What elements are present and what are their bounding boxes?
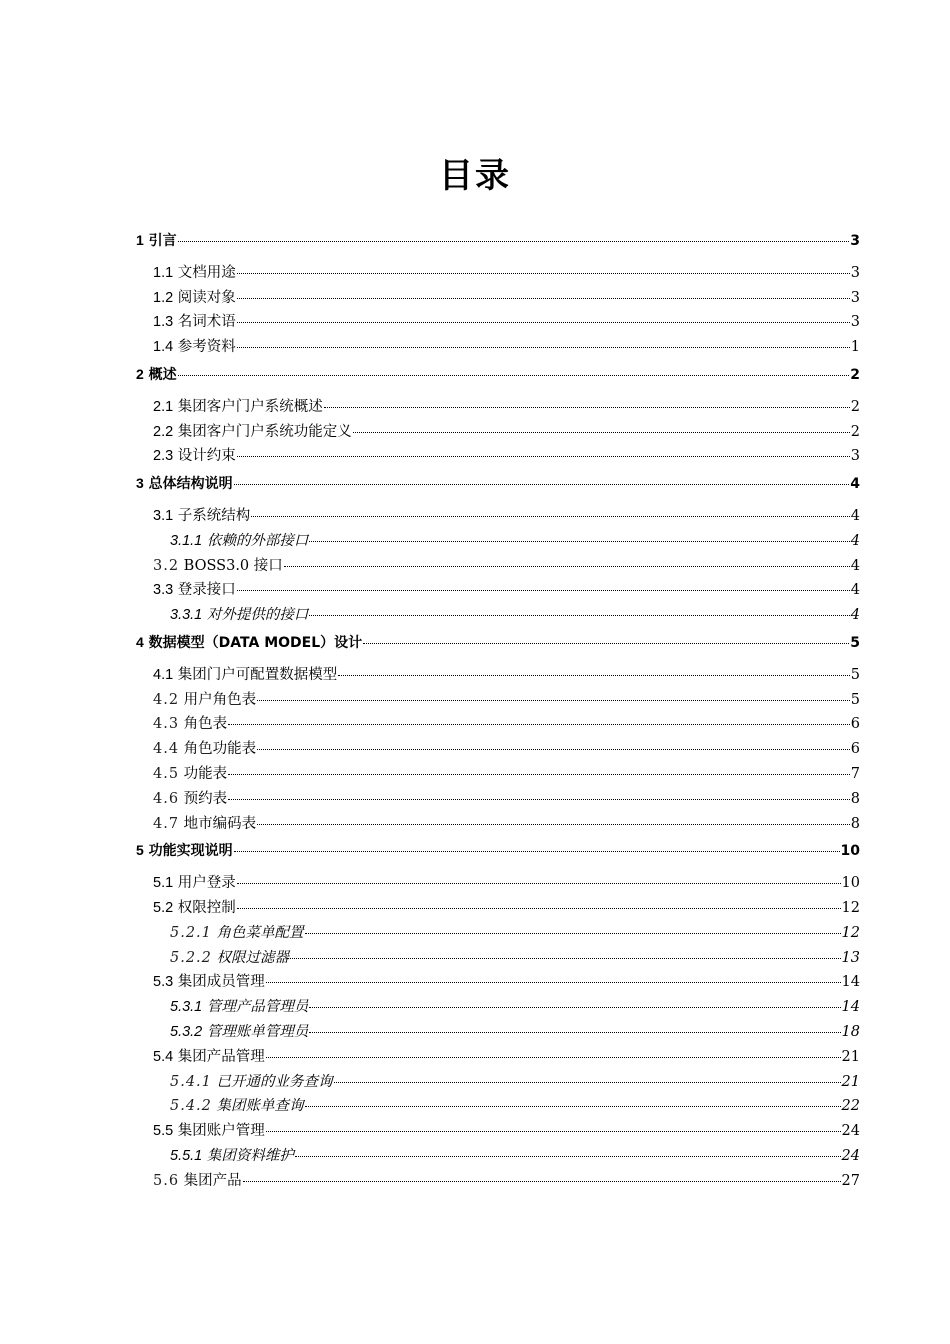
toc-page-number: 13 <box>841 949 860 966</box>
toc-entry-number: 5.4.1 <box>170 1073 212 1090</box>
toc-entry-5-6[interactable] <box>136 1169 860 1194</box>
toc-entry-5-4-2[interactable] <box>136 1094 860 1119</box>
toc-entry-label <box>170 1020 308 1041</box>
toc-entry-text: 概述 <box>143 366 177 383</box>
toc-entry-number: 5.5 <box>153 1123 174 1140</box>
toc-page-number: 5 <box>850 691 860 708</box>
toc-page-number: 5 <box>850 634 860 651</box>
toc-entry-text: 数据模型（DATA MODEL）设计 <box>143 634 363 651</box>
toc-entry-label <box>136 840 233 860</box>
dot-leader <box>290 958 841 959</box>
toc-entry-number: 4.6 <box>153 790 180 807</box>
toc-entry-3-2[interactable] <box>136 554 860 579</box>
dot-leader <box>257 749 850 750</box>
toc-entry-number: 3.1 <box>153 507 174 524</box>
toc-entry-number: 3.3 <box>153 582 174 599</box>
toc-entry-text: 阅读对象 <box>173 289 236 306</box>
toc-entry-label <box>153 420 352 441</box>
dot-leader <box>234 851 840 852</box>
toc-entry-4-4[interactable] <box>136 737 860 762</box>
dot-leader <box>363 643 849 644</box>
toc-entry-number: 5.1 <box>153 875 174 892</box>
toc-entry-number: 1.4 <box>153 339 174 356</box>
toc-entry-number: 5.3 <box>153 974 174 991</box>
toc-entry-4-3[interactable] <box>136 712 860 737</box>
dot-leader <box>237 273 850 274</box>
toc-entry-text: 角色菜单配置 <box>211 924 304 941</box>
toc-entry-text: 名词术语 <box>173 314 236 331</box>
dot-leader <box>237 456 850 457</box>
toc-entry-label <box>153 663 337 684</box>
toc-entry-text: 子系统结构 <box>173 507 251 524</box>
toc-entry-number: 2.3 <box>153 448 174 465</box>
toc-page-number: 4 <box>850 507 860 524</box>
toc-entry-1[interactable] <box>136 230 860 255</box>
toc-page-number: 8 <box>850 815 860 832</box>
toc-page-number: 24 <box>841 1147 860 1164</box>
toc-entry-text: 用户登录 <box>173 875 236 892</box>
toc-entry-label <box>153 970 265 991</box>
toc-entry-number: 4.4 <box>153 741 180 758</box>
toc-entry-text: 用户角色表 <box>179 691 257 708</box>
toc-entry-label <box>153 578 236 599</box>
toc-page-number: 3 <box>850 233 860 249</box>
dot-leader <box>309 615 849 616</box>
toc-page-number: 7 <box>850 765 860 782</box>
toc-entry-label <box>153 896 236 917</box>
toc-entry-label <box>153 261 236 282</box>
toc-entry-label <box>153 286 236 307</box>
page-title: 目录 <box>439 156 511 196</box>
toc-entry-text: 地市编码表 <box>179 815 257 832</box>
dot-leader <box>178 241 850 242</box>
toc-entry-number: 1 <box>136 232 144 248</box>
toc-entry-5-3-1[interactable] <box>136 995 860 1020</box>
toc-entry-5-5-1[interactable] <box>136 1144 860 1169</box>
toc-entry-label <box>153 1119 265 1140</box>
toc-entry-number: 3 <box>136 475 144 492</box>
toc-entry-label <box>153 762 227 783</box>
dot-leader <box>305 1106 841 1107</box>
dot-leader <box>228 724 850 725</box>
toc-page-number: 6 <box>850 741 860 758</box>
dot-leader <box>309 1007 840 1008</box>
toc-entry-label <box>170 529 308 550</box>
toc-entry-number: 3.2 <box>153 557 180 574</box>
toc-page-number: 12 <box>841 924 860 941</box>
toc-page-number: 4 <box>850 476 860 493</box>
toc-entry-5-5[interactable] <box>136 1119 860 1144</box>
toc-entry-number: 2 <box>136 365 144 382</box>
toc-entry-text: 权限过滤器 <box>211 949 290 966</box>
toc-entry-label <box>153 737 256 758</box>
toc-entry-3-1[interactable] <box>136 504 860 529</box>
toc-entry-text: 集团产品 <box>179 1172 242 1189</box>
toc-entry-number: 4.3 <box>153 716 180 733</box>
toc-page-number: 10 <box>841 875 860 892</box>
toc-entry-text: 管理产品管理员 <box>202 999 309 1016</box>
dot-leader <box>228 799 850 800</box>
toc-page-number: 22 <box>841 1098 860 1115</box>
toc-page-number: 24 <box>841 1123 860 1140</box>
toc-entry-text: 集团产品管理 <box>173 1048 265 1065</box>
toc-entry-4-2[interactable] <box>136 688 860 713</box>
toc-entry-text: 预约表 <box>179 790 228 807</box>
toc-entry-text: 权限控制 <box>173 899 236 916</box>
toc-entry-label <box>153 395 323 416</box>
toc-entry-number: 3.3.1 <box>170 607 203 624</box>
dot-leader <box>237 590 850 591</box>
dot-leader <box>266 982 841 983</box>
dot-leader <box>178 375 850 376</box>
toc-entry-1-2[interactable] <box>136 286 860 311</box>
toc-entry-label <box>136 364 177 384</box>
dot-leader <box>266 1131 841 1132</box>
dot-leader <box>234 484 850 485</box>
toc-entry-number: 5.2.1 <box>170 924 212 941</box>
toc-entry-text: 集团账单查询 <box>211 1098 304 1115</box>
toc-entry-text: 集团客户门户系统概述 <box>173 398 323 415</box>
toc-entry-number: 1.1 <box>153 264 174 281</box>
toc-entry-text: 设计约束 <box>173 448 236 465</box>
toc-entry-2-3[interactable] <box>136 444 860 469</box>
toc-entry-number: 5.3.2 <box>170 1023 203 1040</box>
toc-page-number: 2 <box>850 398 860 415</box>
toc-entry-number: 5.4.2 <box>170 1098 212 1115</box>
toc-entry-2-1[interactable] <box>136 395 860 420</box>
toc-entry-label <box>153 1169 242 1190</box>
toc-entry-number: 4.2 <box>153 691 180 708</box>
toc-page-number: 14 <box>841 974 860 991</box>
toc-entry-3-1-1[interactable] <box>136 529 860 554</box>
toc-entry-label <box>153 787 227 808</box>
dot-leader <box>237 908 841 909</box>
toc-entry-4-7[interactable] <box>136 812 860 837</box>
toc-entry-label <box>136 632 362 652</box>
dot-leader <box>324 407 850 408</box>
toc-entry-text: 总体结构说明 <box>143 476 233 493</box>
toc-entry-2[interactable] <box>136 364 860 389</box>
dot-leader <box>305 933 841 934</box>
toc-entry-text: 依赖的外部接口 <box>202 532 309 549</box>
toc-entry-text: 角色表 <box>179 716 228 733</box>
toc-entry-number: 5.4 <box>153 1048 174 1065</box>
toc-entry-number: 5.2 <box>153 899 174 916</box>
toc-entry-text: 登录接口 <box>173 582 236 599</box>
toc-page-number: 21 <box>841 1048 860 1065</box>
toc-entry-number: 5.5.1 <box>170 1147 203 1164</box>
toc-page-number: 4 <box>850 607 860 624</box>
toc-entry-text: 集团资料维护 <box>202 1147 294 1164</box>
toc-entry-5-4-1[interactable] <box>136 1070 860 1095</box>
dot-leader <box>257 824 850 825</box>
dot-leader <box>237 883 841 884</box>
toc-page-number: 4 <box>850 582 860 599</box>
toc-page-number: 14 <box>841 999 860 1016</box>
toc-entry-label <box>170 946 289 967</box>
toc-entry-label <box>170 921 304 942</box>
dot-leader <box>243 1181 841 1182</box>
dot-leader <box>237 322 850 323</box>
toc-entry-label <box>170 995 308 1016</box>
toc-entry-text: 角色功能表 <box>179 741 257 758</box>
toc-entry-number: 5.3.1 <box>170 999 203 1016</box>
toc-entry-3[interactable] <box>136 473 860 498</box>
toc-entry-5-3[interactable] <box>136 970 860 995</box>
dot-leader <box>338 675 849 676</box>
toc-entry-text: 集团成员管理 <box>173 974 265 991</box>
toc-entry-text: 对外提供的接口 <box>202 607 309 624</box>
toc-entry-number: 4.1 <box>153 666 174 683</box>
toc-page-number: 10 <box>840 843 860 860</box>
toc-entry-label <box>153 712 227 733</box>
toc-entry-text: BOSS3.0 接口 <box>179 557 283 574</box>
toc-entry-label <box>153 444 236 465</box>
toc-entry-5-2[interactable] <box>136 896 860 921</box>
toc-page-number: 8 <box>850 790 860 807</box>
toc-entry-number: 4 <box>136 633 144 650</box>
dot-leader <box>257 700 850 701</box>
toc-entry-number: 5.6 <box>153 1172 180 1189</box>
toc-entry-label <box>170 603 308 624</box>
toc-entry-label <box>153 688 256 709</box>
toc-entry-5-4[interactable] <box>136 1045 860 1070</box>
dot-leader <box>228 774 850 775</box>
toc-entry-5-1[interactable] <box>136 871 860 896</box>
toc-entry-text: 已开通的业务查询 <box>211 1073 333 1090</box>
toc-entry-label <box>153 554 283 575</box>
toc-entry-number: 3.1.1 <box>170 532 203 549</box>
toc-entry-text: 文档用途 <box>173 264 236 281</box>
dot-leader <box>334 1082 841 1083</box>
toc-entry-label <box>136 230 177 250</box>
toc-entry-label <box>136 473 233 493</box>
dot-leader <box>237 298 850 299</box>
toc-entry-4[interactable] <box>136 632 860 657</box>
dot-leader <box>251 516 849 517</box>
toc-entry-label <box>153 1045 265 1066</box>
toc-page-number: 2 <box>850 423 860 440</box>
toc-entry-number: 5 <box>136 842 144 859</box>
toc-page-number: 5 <box>850 666 860 683</box>
dot-leader <box>309 1032 840 1033</box>
toc-page-number: 18 <box>841 1023 860 1040</box>
toc-page-number: 4 <box>850 532 860 549</box>
toc-entry-label <box>153 310 236 331</box>
toc-entry-2-2[interactable] <box>136 420 860 445</box>
toc-entry-4-1[interactable] <box>136 663 860 688</box>
toc-entry-text: 管理账单管理员 <box>202 1023 309 1040</box>
toc-page-number: 21 <box>841 1073 860 1090</box>
toc-entry-label <box>170 1094 304 1115</box>
toc-entry-1-4[interactable] <box>136 335 860 360</box>
toc-entry-number: 2.1 <box>153 398 174 415</box>
toc-entry-number: 4.7 <box>153 815 180 832</box>
toc-entry-label <box>170 1144 294 1165</box>
toc-entry-number: 1.3 <box>153 314 174 331</box>
toc-entry-1-3[interactable] <box>136 310 860 335</box>
toc-entry-5-2-2[interactable] <box>136 946 860 971</box>
toc-page-number: 1 <box>850 339 860 356</box>
toc-entry-number: 4.5 <box>153 765 180 782</box>
toc-page-number: 3 <box>850 264 860 281</box>
toc-page-number: 3 <box>850 314 860 331</box>
toc-entry-text: 集团账户管理 <box>173 1123 265 1140</box>
toc-entry-text: 引言 <box>143 233 177 249</box>
toc-page-number: 4 <box>850 557 860 574</box>
dot-leader <box>284 566 850 567</box>
toc-page-number: 12 <box>841 899 860 916</box>
toc-entry-text: 功能实现说明 <box>143 843 233 860</box>
toc-entry-text: 集团门户可配置数据模型 <box>173 666 338 683</box>
toc-page-number: 3 <box>850 448 860 465</box>
toc-entry-number: 5.2.2 <box>170 949 212 966</box>
toc-page-number: 6 <box>850 716 860 733</box>
toc-page-number: 3 <box>850 289 860 306</box>
toc-entry-label <box>153 812 256 833</box>
dot-leader <box>237 347 850 348</box>
toc-entry-number: 1.2 <box>153 289 174 306</box>
dot-leader <box>295 1156 841 1157</box>
dot-leader <box>309 541 849 542</box>
toc-entry-label <box>153 335 236 356</box>
dot-leader <box>266 1057 841 1058</box>
toc-entry-5-2-1[interactable] <box>136 921 860 946</box>
toc-entry-3-3[interactable] <box>136 578 860 603</box>
toc-entry-text: 集团客户门户系统功能定义 <box>173 423 352 440</box>
toc-entry-5[interactable] <box>136 840 860 865</box>
toc-page-number: 2 <box>850 366 860 383</box>
toc-entry-4-5[interactable] <box>136 762 860 787</box>
table-of-contents <box>136 230 860 1193</box>
toc-entry-3-3-1[interactable] <box>136 603 860 628</box>
toc-entry-label <box>153 504 250 525</box>
toc-entry-label <box>170 1070 333 1091</box>
toc-entry-number: 2.2 <box>153 423 174 440</box>
toc-entry-4-6[interactable] <box>136 787 860 812</box>
toc-entry-text: 参考资料 <box>173 339 236 356</box>
toc-entry-label <box>153 871 236 892</box>
toc-entry-5-3-2[interactable] <box>136 1020 860 1045</box>
toc-page-number: 27 <box>841 1172 860 1189</box>
toc-entry-text: 功能表 <box>179 765 228 782</box>
dot-leader <box>353 432 850 433</box>
toc-entry-1-1[interactable] <box>136 261 860 286</box>
